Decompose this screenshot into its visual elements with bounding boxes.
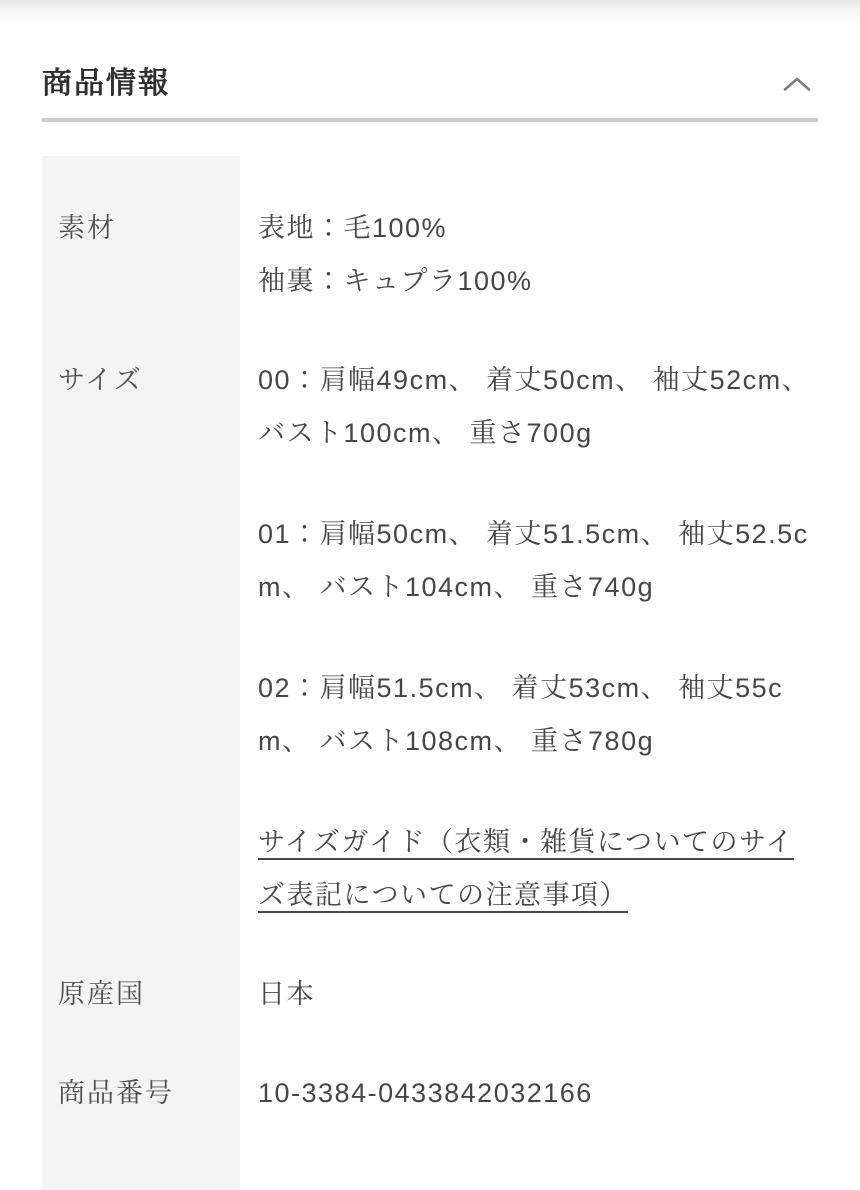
row-label-material: 素材 — [42, 156, 240, 308]
header-divider — [42, 118, 818, 122]
product-info-section-header[interactable] — [42, 62, 818, 106]
top-edge-shadow — [0, 0, 860, 26]
material-line: 袖裏：キュプラ100% — [258, 266, 533, 296]
product-info-table — [42, 156, 818, 1190]
row-value-product-number: 10-3384-0433842032166 — [258, 1078, 593, 1108]
row-label-product-number: 商品番号 — [42, 1021, 240, 1190]
size-spec-02: 02：肩幅51.5cm、 着丈53cm、 袖丈55cm、 バスト108cm、 重さ780g — [258, 673, 784, 756]
chevron-up-icon — [782, 75, 818, 93]
product-info-section — [42, 62, 818, 1190]
row-label-origin: 原産国 — [42, 922, 240, 1021]
section-title: 商品情報 — [42, 67, 170, 100]
size-spec-00: 00：肩幅49cm、 着丈50cm、 袖丈52cm、 バスト100cm、 重さ700g — [258, 365, 811, 448]
size-guide-link[interactable]: サイズガイド（衣類・雑貨についてのサイズ表記についての注意事項） — [258, 827, 795, 910]
material-line: 表地：毛100% — [258, 213, 448, 243]
row-value-origin: 日本 — [258, 979, 315, 1009]
row-value-material — [240, 156, 818, 308]
row-value-size — [240, 308, 818, 922]
size-spec-01: 01：肩幅50cm、 着丈51.5cm、 袖丈52.5cm、 バスト104cm、 重さ740g — [258, 519, 809, 602]
row-label-size: サイズ — [42, 308, 240, 922]
size-guide — [258, 816, 818, 922]
